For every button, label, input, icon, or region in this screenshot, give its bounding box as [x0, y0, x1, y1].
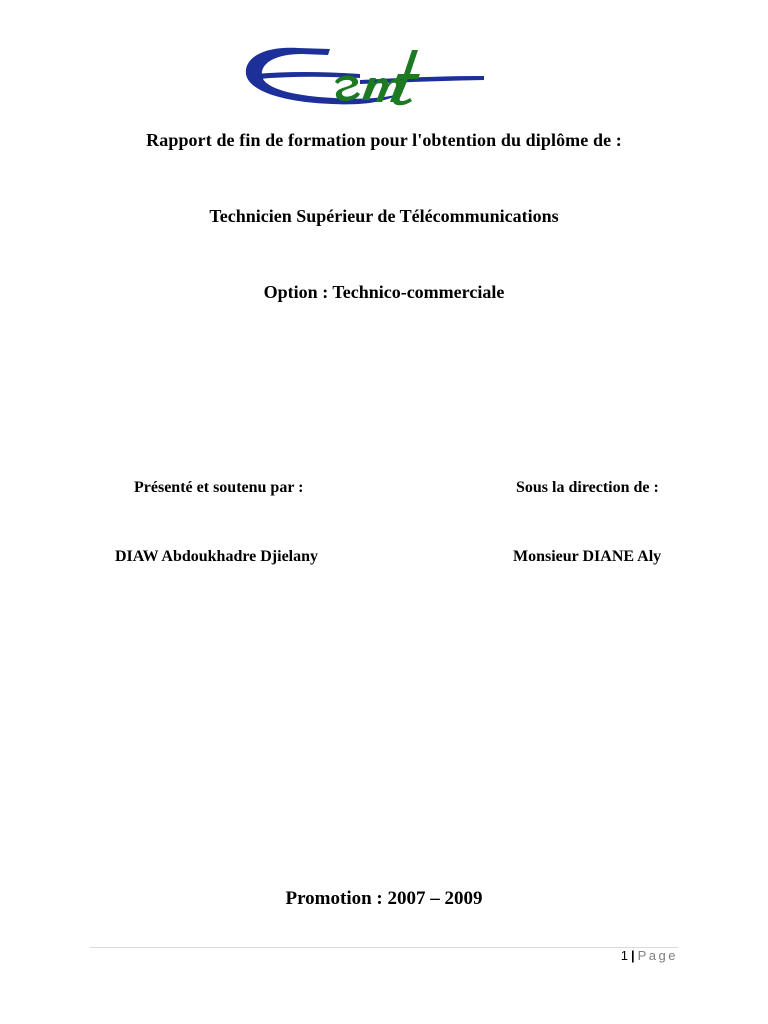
- student-name: DIAW Abdoukhadre Djielany: [115, 548, 319, 565]
- option-title: Option : Technico-commerciale: [263, 282, 505, 302]
- page-word: Page: [637, 948, 678, 963]
- presented-by-label: Présenté et soutenu par :: [134, 479, 304, 496]
- esmt-logo: [240, 40, 486, 114]
- page-number: 1: [620, 948, 628, 963]
- supervised-by-label: Sous la direction de :: [516, 479, 659, 496]
- director-name: Monsieur DIANE Aly: [513, 548, 662, 565]
- page-footer: [621, 948, 678, 963]
- report-title: Rapport de fin de formation pour l'obtention du diplôme de :: [146, 130, 622, 150]
- promotion-years: Promotion : 2007 – 2009: [285, 888, 483, 909]
- footer-divider: [90, 947, 678, 948]
- footer-separator: |: [630, 948, 635, 963]
- degree-title: Technicien Supérieur de Télécommunications: [209, 206, 559, 226]
